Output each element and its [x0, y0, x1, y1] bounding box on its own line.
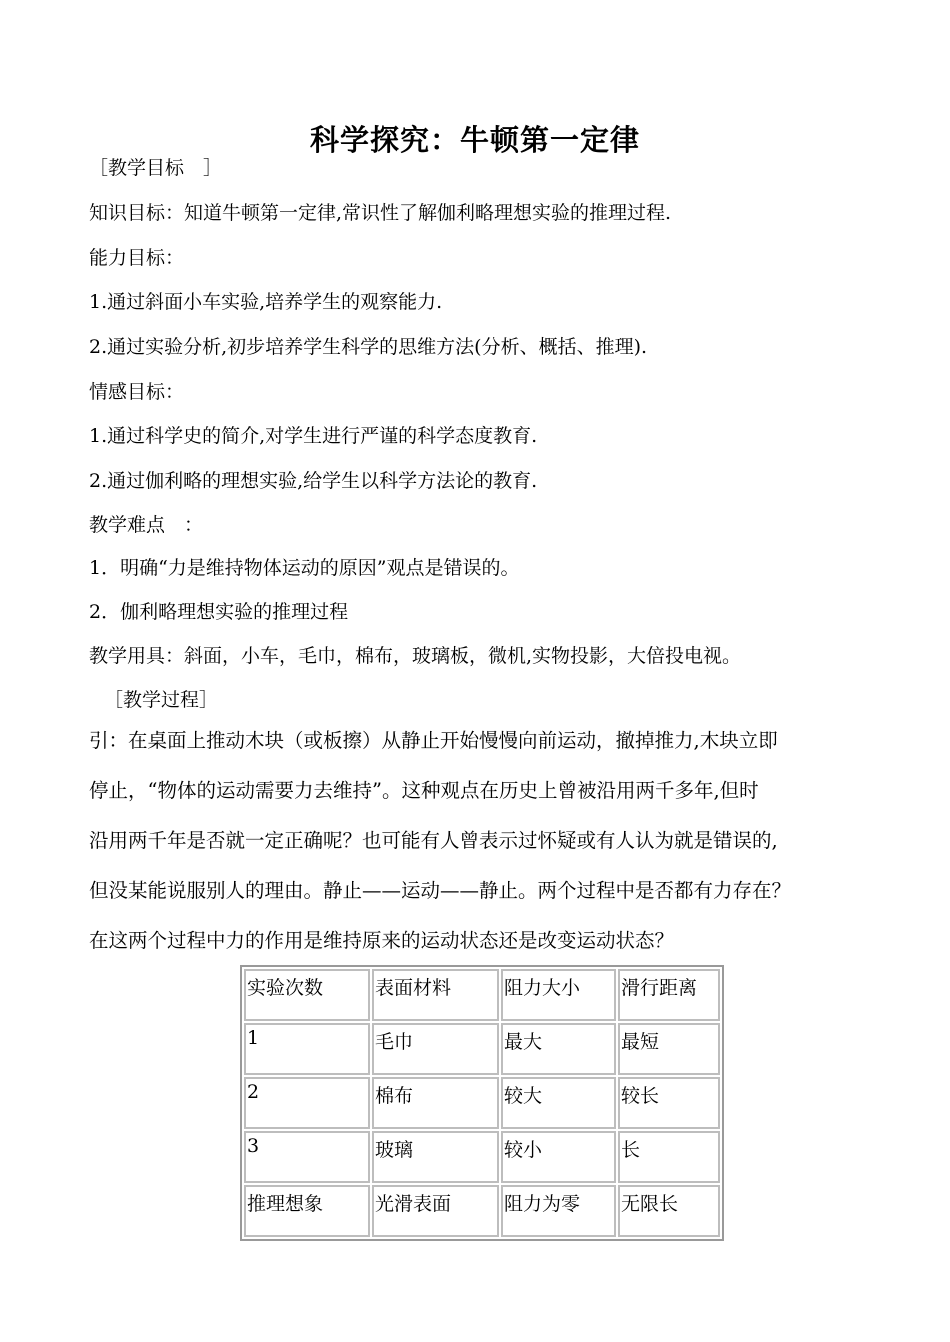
table-header-cell: 表面材料: [372, 969, 499, 1021]
table-cell: 较大: [501, 1077, 616, 1129]
intro-line: 在这两个过程中力的作用是维持原来的运动状态还是改变运动状态？: [89, 929, 675, 952]
table-cell: 长: [618, 1131, 720, 1183]
table-header-row: [244, 969, 720, 1021]
table-header-cell: 实验次数: [244, 969, 370, 1021]
document-title: 科学探究：牛顿第一定律: [309, 123, 640, 157]
emotion-goal-item: 1.通过科学史的简介,对学生进行严谨的科学态度教育.: [89, 425, 538, 447]
table-cell: 较小: [501, 1131, 616, 1183]
difficulty-item: 2．伽利略理想实验的推理过程: [89, 601, 349, 623]
table-cell: 1: [244, 1023, 370, 1075]
table-row: [244, 1131, 720, 1183]
table-cell: 较长: [618, 1077, 720, 1129]
section-process-heading: ［教学过程］: [104, 689, 219, 711]
table-cell: 无限长: [618, 1185, 720, 1237]
table-cell: 推理想象: [244, 1185, 370, 1237]
table-cell: 3: [244, 1131, 370, 1183]
teaching-tools: 教学用具：斜面，小车，毛巾，棉布，玻璃板，微机,实物投影，大倍投电视。: [89, 645, 742, 667]
knowledge-goal: 知识目标：知道牛顿第一定律,常识性了解伽利略理想实验的推理过程.: [89, 202, 672, 224]
difficulty-item: 1．明确“力是维持物体运动的原因”观点是错误的。: [89, 557, 520, 579]
table-header-cell: 滑行距离: [618, 969, 720, 1021]
table-cell: 毛巾: [372, 1023, 499, 1075]
table-cell: 最大: [501, 1023, 616, 1075]
table-header-cell: 阻力大小: [501, 969, 616, 1021]
section-objectives-heading: ［教学目标 ］: [89, 157, 223, 179]
ability-goal-item: 1.通过斜面小车实验,培养学生的观察能力.: [89, 291, 443, 313]
ability-goal-label: 能力目标：: [89, 247, 185, 269]
table-cell: 阻力为零: [501, 1185, 616, 1237]
difficulty-label: 教学难点 ：: [89, 514, 204, 536]
intro-paragraph: [89, 716, 889, 966]
intro-line: 引：在桌面上推动木块（或板擦）从静止开始慢慢向前运动，撤掉推力,木块立即: [89, 729, 778, 752]
table-cell: 2: [244, 1077, 370, 1129]
emotion-goal-item: 2.通过伽利略的理想实验,给学生以科学方法论的教育.: [89, 470, 538, 492]
table-row: [244, 1077, 720, 1129]
table-cell: 玻璃: [372, 1131, 499, 1183]
table-row: [244, 1023, 720, 1075]
ability-goal-item: 2.通过实验分析,初步培养学生科学的思维方法(分析、概括、推理).: [89, 336, 648, 358]
intro-line: 停止，“物体的运动需要力去维持”。这种观点在历史上曾被沿用两千多年,但时: [89, 779, 759, 802]
intro-line: 沿用两千年是否就一定正确呢？也可能有人曾表示过怀疑或有人认为就是错误的,: [89, 829, 778, 852]
table-cell: 光滑表面: [372, 1185, 499, 1237]
emotion-goal-label: 情感目标：: [89, 381, 185, 403]
intro-line: 但没某能说服别人的理由。静止——运动——静止。两个过程中是否都有力存在？: [89, 879, 792, 902]
table-cell: 最短: [618, 1023, 720, 1075]
table-cell: 棉布: [372, 1077, 499, 1129]
table-row: [244, 1185, 720, 1237]
experiment-table: [240, 965, 724, 1241]
